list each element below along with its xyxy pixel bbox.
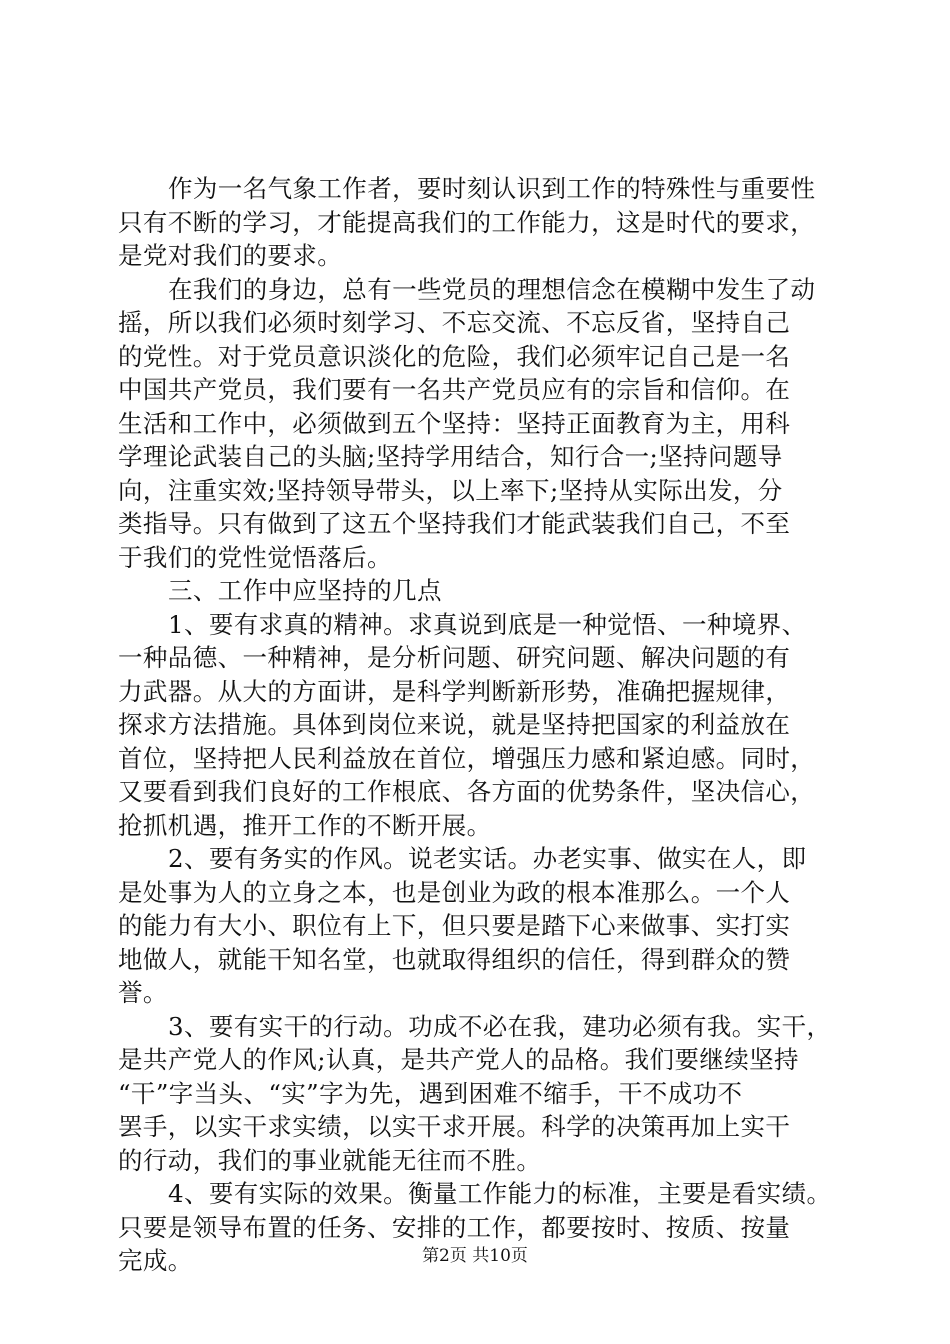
text-line: 的能力有大小、职位有上下，但只要是踏下心来做事、实打实	[118, 911, 791, 940]
text-line: 是处事为人的立身之本，也是创业为政的根本准那么。一个人	[118, 877, 791, 907]
text-line: 1、要有求真的精神。求真说到底是一种觉悟、一种境界、	[168, 609, 807, 639]
text-line: 只有不断的学习，才能提高我们的工作能力，这是时代的要求，	[118, 207, 816, 237]
text-line: 生活和工作中，必须做到五个坚持：坚持正面教育为主，用科	[118, 408, 791, 438]
section-heading: 三、工作中应坚持的几点	[168, 576, 442, 605]
text-line: 在我们的身边，总有一些党员的理想信念在模糊中发生了动	[168, 274, 816, 304]
text-line: 探求方法措施。具体到岗位来说，就是坚持把国家的利益放在	[118, 710, 791, 739]
text-line: 中国共产党员，我们要有一名共产党员应有的宗旨和信仰。在	[118, 375, 791, 404]
text-line: 完成。	[118, 1246, 193, 1275]
document-body	[118, 172, 836, 1278]
text-line: 的行动，我们的事业就能无往而不胜。	[118, 1145, 542, 1175]
text-line: 摇，所以我们必须时刻学习、不忘交流、不忘反省，坚持自己	[118, 308, 791, 337]
text-line: 抢抓机遇，推开工作的不断开展。	[118, 810, 492, 840]
text-line: 3、要有实干的行动。功成不必在我，建功必须有我。实干，	[168, 1011, 832, 1041]
text-line: 又要看到我们良好的工作根底、各方面的优势条件，坚决信心，	[118, 777, 816, 806]
text-line: 作为一名气象工作者，要时刻认识到工作的特殊性与重要性	[168, 174, 816, 203]
text-line: 罢手，以实干求实绩，以实干求开展。科学的决策再加上实干	[118, 1112, 791, 1141]
text-line: 首位，坚持把人民利益放在首位，增强压力感和紧迫感。同时，	[118, 743, 816, 773]
text-line: 于我们的党性觉悟落后。	[118, 542, 392, 572]
text-line: 学理论武装自己的头脑;坚持学用结合，知行合一;坚持问题导	[118, 442, 783, 471]
page-number-footer: 第2页 共10页	[422, 1246, 528, 1266]
text-line: 向，注重实效;坚持领导带头，以上率下;坚持从实际出发，分	[118, 475, 783, 505]
text-line: 一种品德、一种精神，是分析问题、研究问题、解决问题的有	[118, 643, 791, 672]
text-line: 类指导。只有做到了这五个坚持我们才能武装我们自己，不至	[118, 509, 791, 538]
text-line: 是共产党人的作风;认真，是共产党人的品格。我们要继续坚持	[118, 1045, 799, 1074]
text-line: 的党性。对于党员意识淡化的危险，我们必须牢记自己是一名	[118, 341, 791, 371]
text-line: 力武器。从大的方面讲，是科学判断新形势，准确把握规律，	[118, 676, 791, 706]
text-line: “干”字当头、“实”字为先，遇到困难不缩手，干不成功不	[118, 1078, 743, 1108]
text-line: 誉。	[118, 978, 168, 1007]
text-line: 4、要有实际的效果。衡量工作能力的标准，主要是看实绩。	[168, 1179, 832, 1208]
text-line: 2、要有务实的作风。说老实话。办老实事、做实在人，即	[168, 844, 807, 873]
text-line: 是党对我们的要求。	[118, 241, 343, 270]
text-line: 地做人，就能干知名堂，也就取得组织的信任，得到群众的赞	[118, 944, 791, 974]
text-line: 只要是领导布置的任务、安排的工作，都要按时、按质、按量	[118, 1212, 791, 1242]
